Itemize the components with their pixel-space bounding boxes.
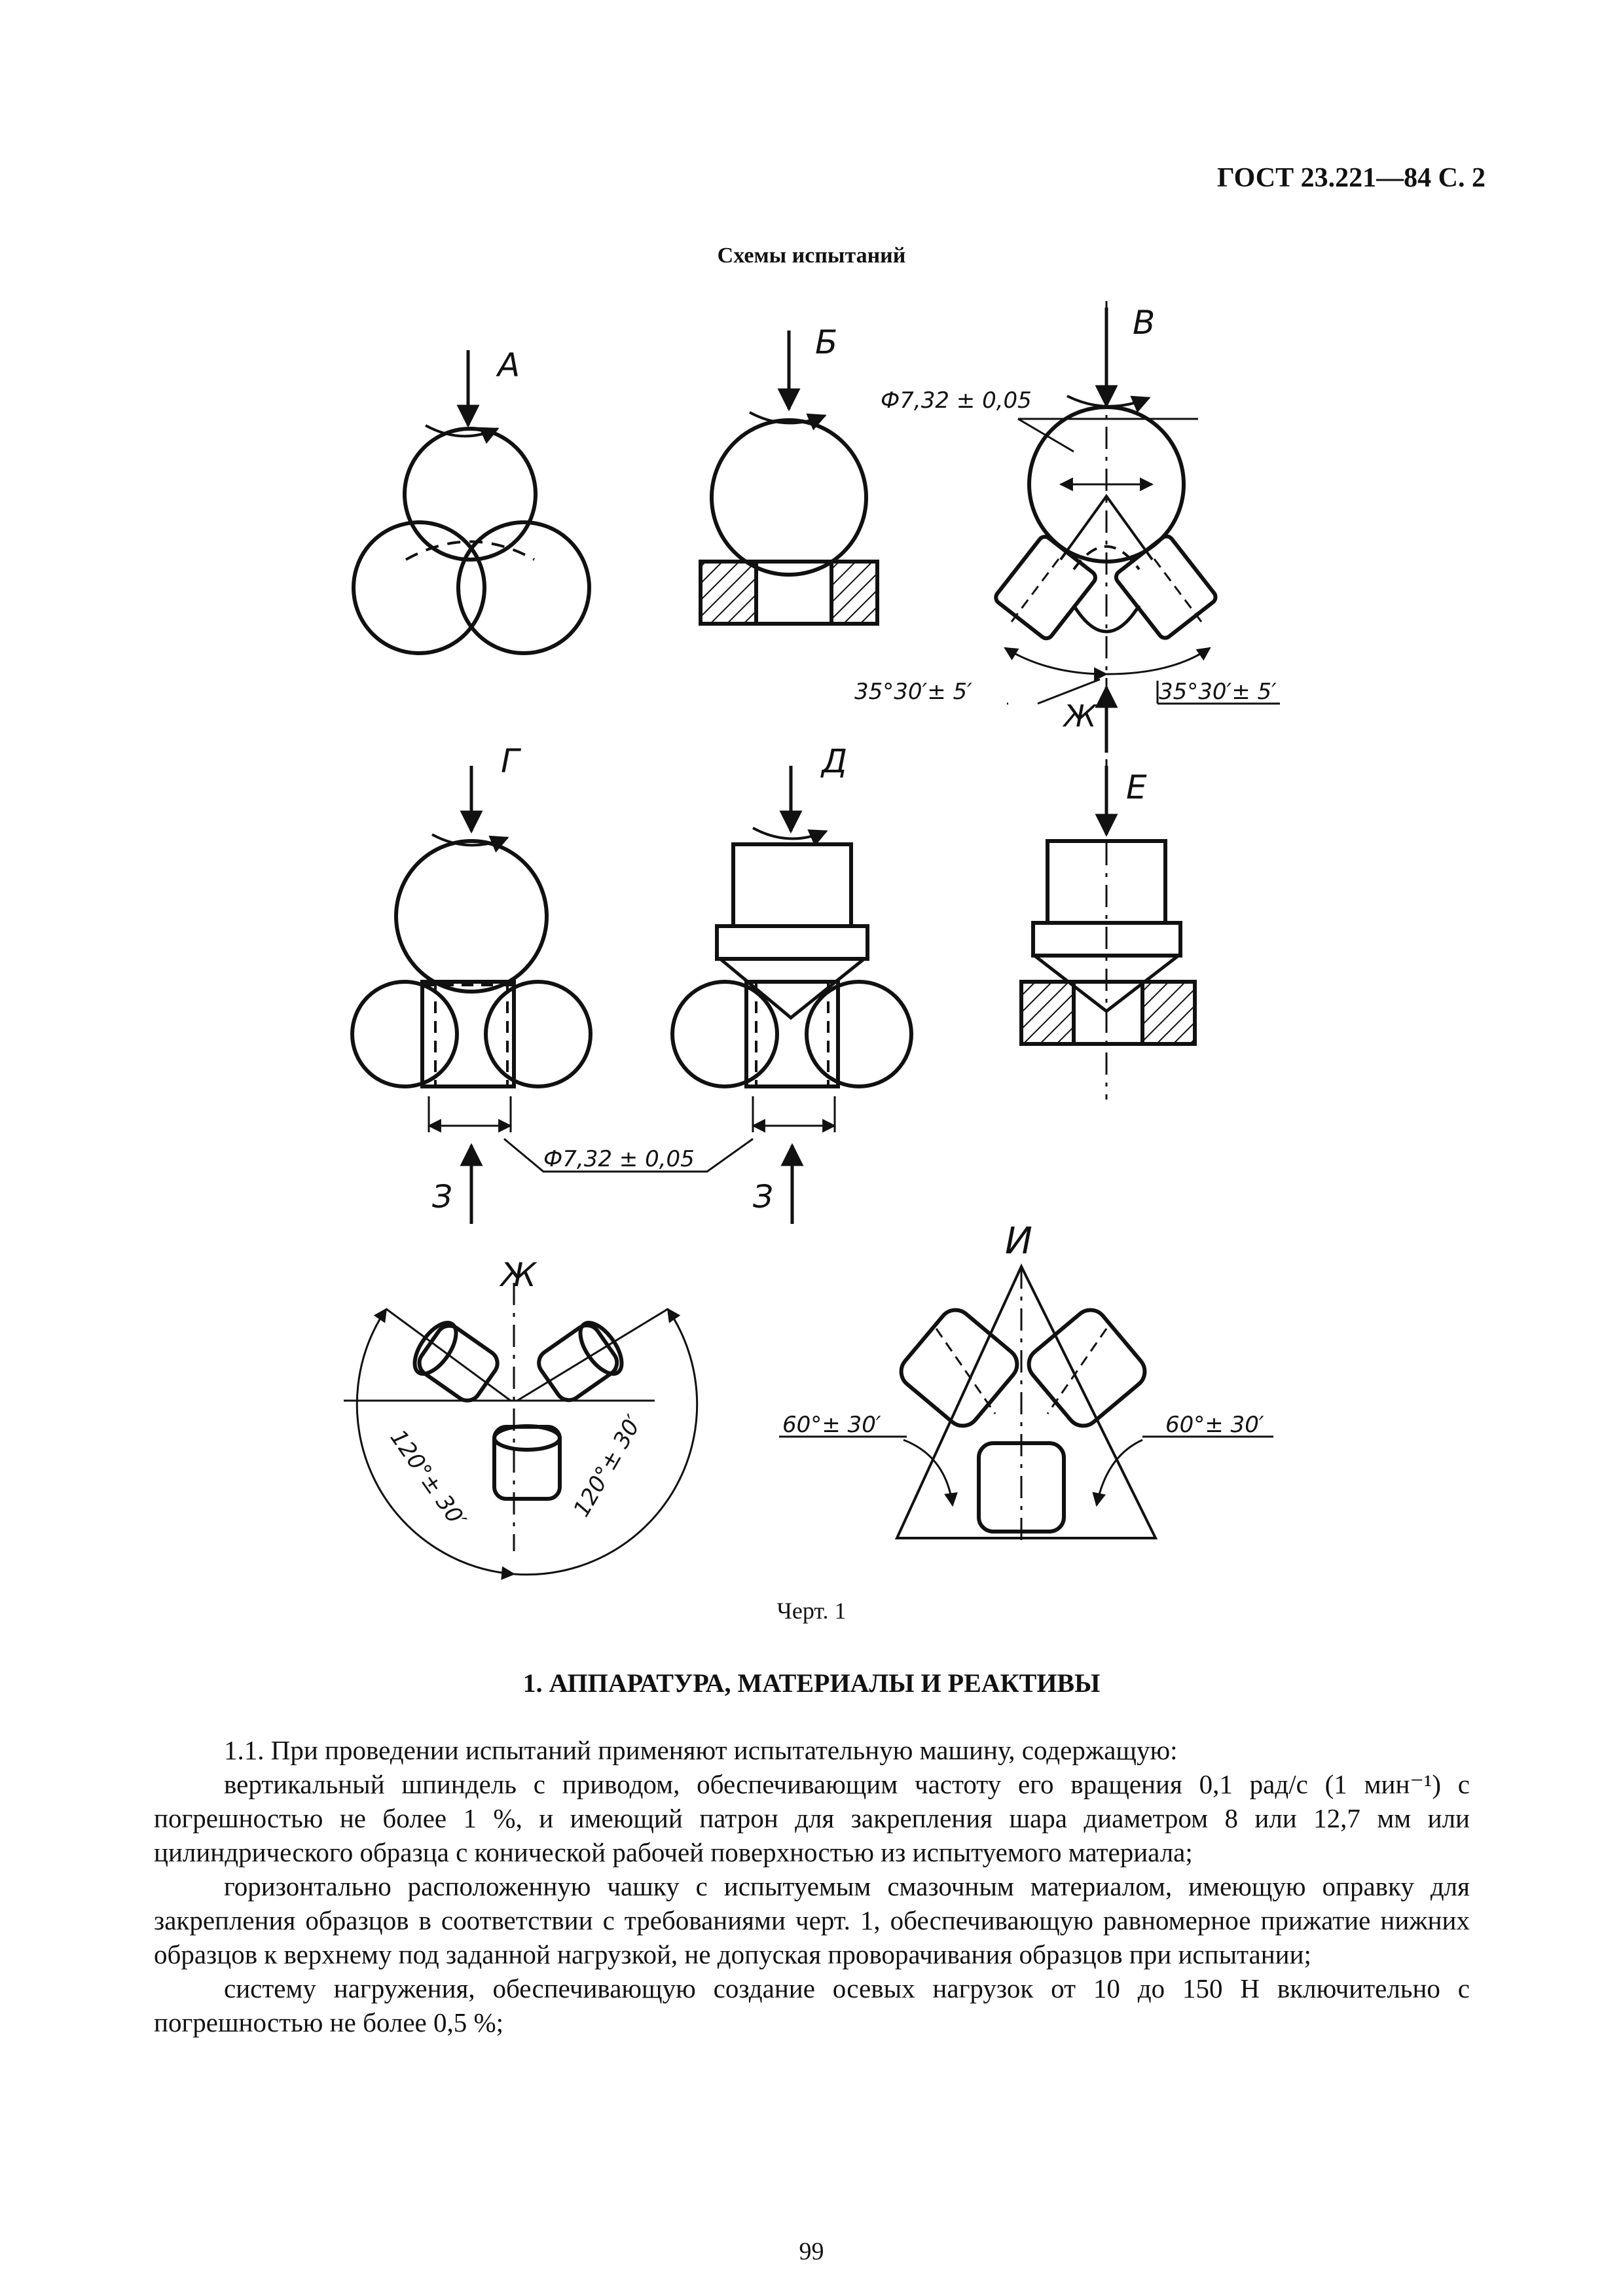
scheme-b xyxy=(701,331,877,624)
scheme-a xyxy=(354,350,589,653)
dim-angle-left: 35°30′± 5′ xyxy=(854,679,972,705)
dim-arc-left: 120°± 30′ xyxy=(384,1425,471,1533)
paragraph: вертикальный шпиндель с приводом, обеспечивающим частоту его вращения 0,1 рад/с (1 мин⁻¹) с погрешностью не более 1 %, и имеющий патрон для закрепления шара диаметром 8 или 12,7 мм или цилиндрического образца с конической рабочей поверхностью из испытуемого материала; xyxy=(154,1769,1470,1867)
label-z-left: З xyxy=(432,1179,452,1215)
label-v: В xyxy=(1133,304,1156,342)
scheme-i xyxy=(779,1266,1273,1545)
page-header: ГОСТ 23.221—84 С. 2 xyxy=(1216,163,1486,193)
label-b: Б xyxy=(815,323,838,361)
label-d: Д xyxy=(822,742,848,780)
label-zh: Ж xyxy=(501,1256,536,1294)
scheme-e xyxy=(1021,759,1195,1100)
paragraph: систему нагружения, обеспечивающую создание осевых нагрузок от 10 до 150 Н включительно с погрешностью не более 0,5 %; xyxy=(154,1973,1470,2037)
dim-tri-right: 60°± 30′ xyxy=(1165,1412,1264,1438)
label-z-right: З xyxy=(753,1179,773,1215)
dim-angle-right: 35°30′± 5′ xyxy=(1159,679,1277,705)
label-e: Е xyxy=(1126,768,1147,806)
paragraph: 1.1. При проведении испытаний применяют испытательную машину, содержащую: xyxy=(224,1735,1178,1765)
label-a: А xyxy=(498,346,520,384)
page-number: 99 xyxy=(799,2238,824,2265)
figure-caption: Черт. 1 xyxy=(776,1598,847,1624)
figure-title: Схемы испытаний xyxy=(717,243,906,268)
label-g: Г xyxy=(501,742,519,780)
label-zh-arrow: Ж xyxy=(1064,698,1097,734)
paragraph: горизонтально расположенную чашку с испытуемым смазочным материалом, имеющую оправку для закрепления образцов в соответствии с требованиями черт. 1, обеспечивающую равномерное прижатие нижних образцов к верхнему под заданной нагрузкой, не допуская проворачивания образцов при испытании; xyxy=(154,1871,1470,1969)
body-text xyxy=(154,1733,1470,2039)
dim-diameter-top: Ф7,32 ± 0,05 xyxy=(881,387,1032,414)
dim-tri-left: 60°± 30′ xyxy=(782,1412,881,1438)
section-title: 1. АППАРАТУРА, МАТЕРИАЛЫ И РЕАКТИВЫ xyxy=(522,1668,1101,1698)
dim-arc-right: 120°± 30′ xyxy=(568,1410,647,1522)
label-i: И xyxy=(1005,1220,1032,1263)
scheme-v xyxy=(993,301,1280,704)
dim-diameter-bottom: Ф7,32 ± 0,05 xyxy=(543,1146,695,1172)
